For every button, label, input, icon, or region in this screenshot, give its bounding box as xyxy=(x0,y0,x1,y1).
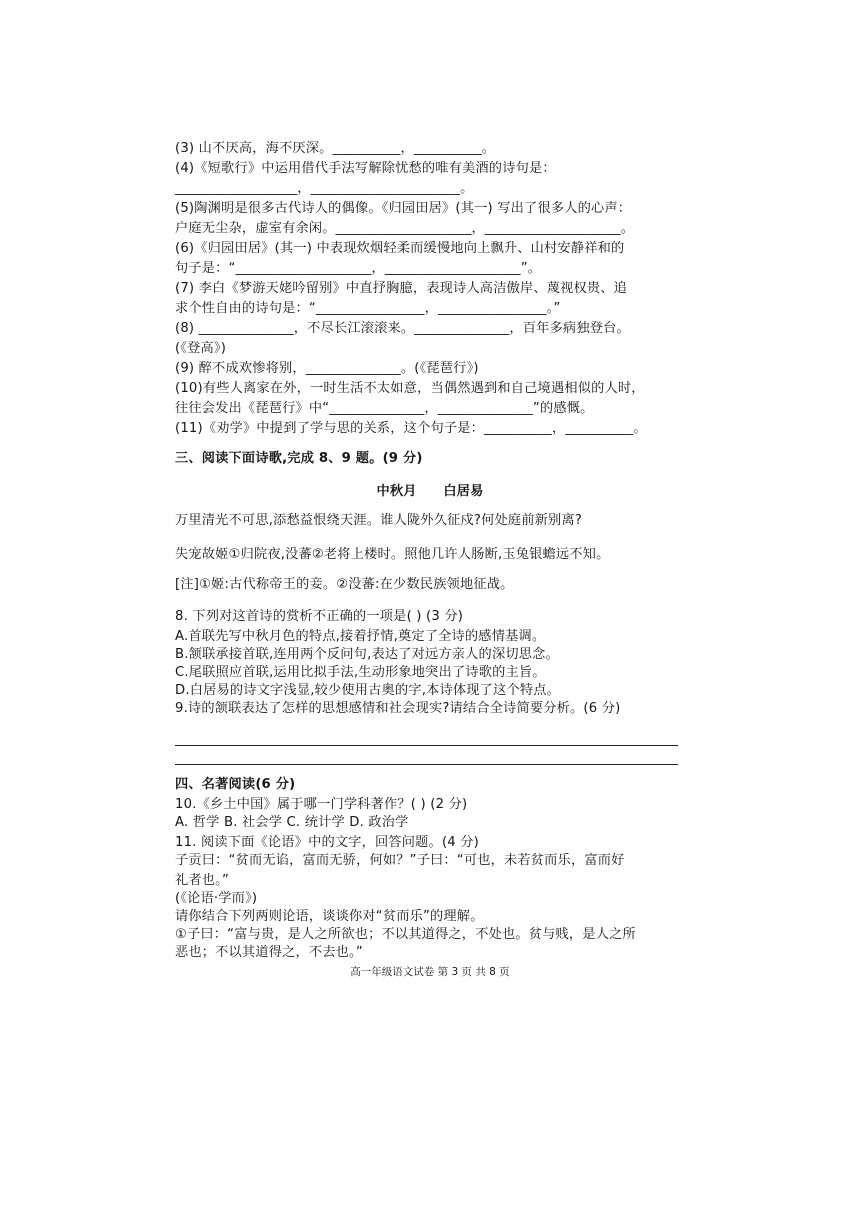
question-7: (7) 李白《梦游天姥吟留别》中直抒胸臆，表现诗人高洁傲岸、蔑视权贵、追 xyxy=(175,281,628,296)
question-11-poem-blank: (11)《劝学》中提到了学与思的关系，这个句子是：__________，__________。 xyxy=(175,421,647,436)
question-5: (5)陶渊明是很多古代诗人的偶像。《归园田居》(其一) 写出了很多人的心声： xyxy=(175,201,632,216)
poem-line-2: 失宠故姬①归院夜,没蕃②老将上楼时。照他几许人肠断,玉兔银蟾远不知。 xyxy=(175,547,610,562)
question-10-continued: 往往会发出《琵琶行》中“______________，______________”的感慨。 xyxy=(175,401,594,416)
page-footer: 高一年级语文试卷 第 3 页 共 8 页 xyxy=(350,966,510,978)
section-4-heading: 四、名著阅读(6 分) xyxy=(175,777,296,792)
mcq-8-option-c: C.尾联照应首联,运用比拟手法,生动形象地突出了诗歌的主旨。 xyxy=(175,665,546,680)
analects-quote-1-end: 礼者也。” xyxy=(175,873,229,888)
poem-line-1: 万里清光不可思,添愁益恨绕天涯。谁人陇外久征戍?何处庭前新别离? xyxy=(175,513,583,528)
answer-line-2 xyxy=(175,764,678,765)
question-7-continued: 求个性自由的诗句是：“________________，________________。” xyxy=(175,301,561,316)
mcq-8-option-b: B.颔联承接首联,连用两个反问句,表达了对远方亲人的深切思念。 xyxy=(175,647,559,662)
question-8-poem-blank: (8) ______________，不尽长江滚滚来。______________，百年多病独登台。 xyxy=(175,321,630,336)
question-8-source: (《登高》) xyxy=(175,341,227,356)
question-4-answer-blanks: __________________，______________________。 xyxy=(175,181,474,196)
question-4: (4)《短歌行》中运用借代手法写解除忧愁的唯有美酒的诗句是： xyxy=(175,161,556,176)
section-3-heading: 三、阅读下面诗歌,完成 8、9 题。(9 分) xyxy=(175,451,423,466)
question-6: (6)《归园田居》(其一) 中表现炊烟轻柔而缓慢地向上飘升、山村安静祥和的 xyxy=(175,241,625,256)
analects-quote-2: ①子曰：“富与贵，是人之所欲也；不以其道得之，不处也。贫与贱，是人之所 xyxy=(175,927,636,942)
poem-title-author: 中秋月 白居易 xyxy=(376,484,484,499)
analects-quote-2-end: 恶也；不以其道得之，不去也。” xyxy=(175,945,363,960)
mcq-8-option-a: A.首联先写中秋月色的特点,接着抒情,奠定了全诗的感情基调。 xyxy=(175,629,546,644)
analects-source: (《论语·学而》) xyxy=(175,891,258,906)
question-11-prompt: 请你结合下列两则论语，谈谈你对“贫而乐”的理解。 xyxy=(175,909,484,924)
question-9-poem-blank: (9) 醉不成欢惨将别，______________。(《琵琶行》) xyxy=(175,361,479,376)
question-10-classics: 10.《乡土中国》属于哪一门学科著作？( ) (2 分) xyxy=(175,797,468,812)
question-10-options: A. 哲学 B. 社会学 C. 统计学 D. 政治学 xyxy=(175,815,409,830)
question-11-classics: 11. 阅读下面《论语》中的文字，回答问题。(4 分) xyxy=(175,835,479,850)
question-10-poem-blank: (10)有些人离家在外，一时生活不太如意，当偶然遇到和自己境遇相似的人时， xyxy=(175,381,645,396)
question-6-continued: 句子是：“____________________，____________________”。 xyxy=(175,261,542,276)
mcq-8-stem: 8. 下列对这首诗的赏析不正确的一项是( ) (3 分) xyxy=(175,609,464,624)
answer-line-1 xyxy=(175,745,678,746)
mcq-8-option-d: D.白居易的诗文字浅显,较少使用古奥的字,本诗体现了这个特点。 xyxy=(175,683,560,698)
question-5-continued: 户庭无尘杂，虚室有余闲。____________________，____________________。 xyxy=(175,221,635,236)
question-3: (3) 山不厌高，海不厌深。__________，__________。 xyxy=(175,141,496,156)
poem-notes: [注]①姬:古代称帝王的妾。②没蕃:在少数民族领地征战。 xyxy=(175,577,514,592)
analects-quote-1: 子贡曰：“贫而无谄，富而无骄，何如？”子曰：“可也，未若贫而乐，富而好 xyxy=(175,853,625,868)
question-9-analysis: 9.诗的颔联表达了怎样的思想感情和社会现实?请结合全诗简要分析。(6 分) xyxy=(175,701,621,716)
